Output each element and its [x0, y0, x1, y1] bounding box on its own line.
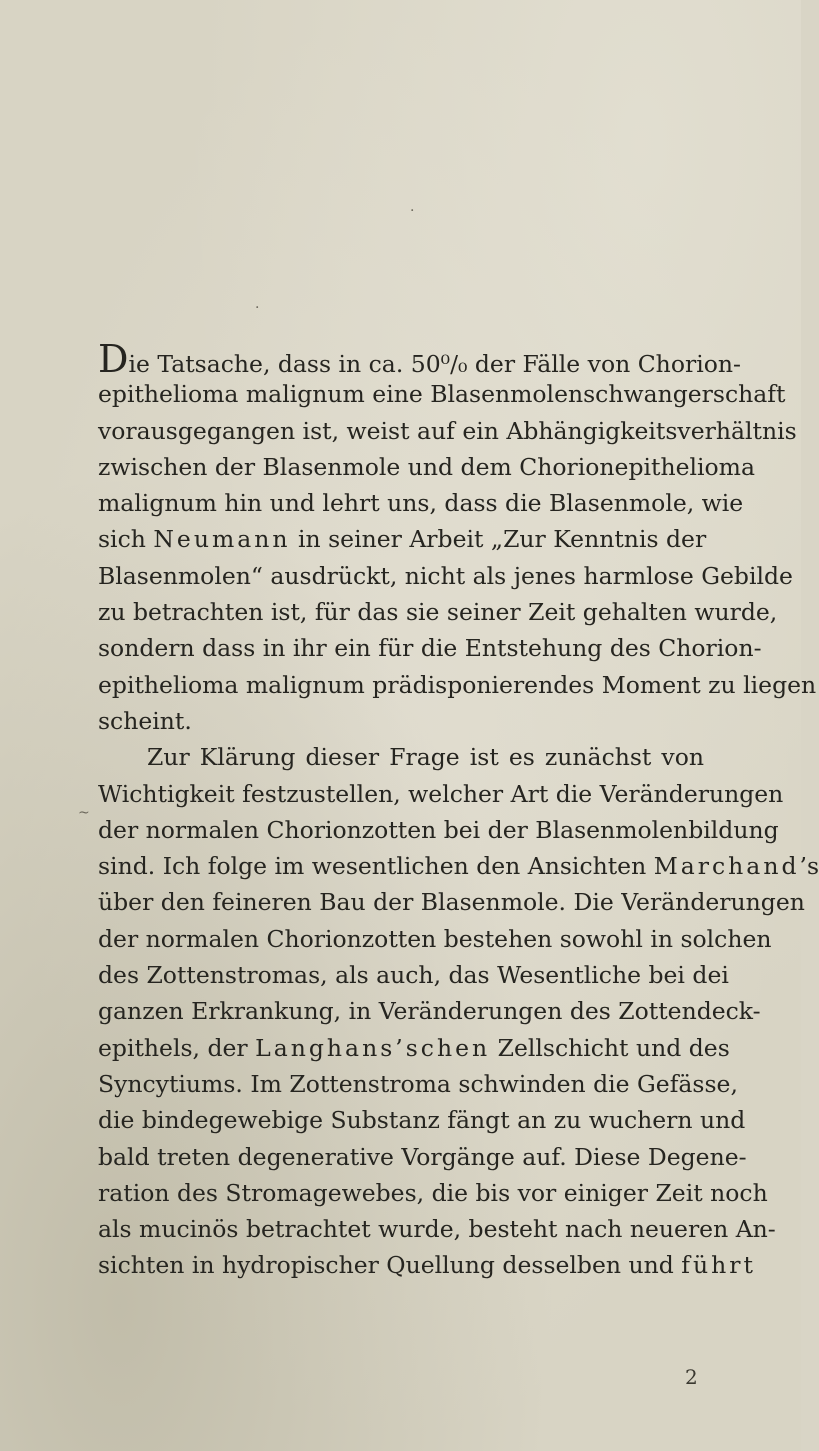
- text-line: die bindegewebige Substanz fängt an zu wuchern und: [98, 1106, 746, 1135]
- text-line: scheint.: [98, 706, 192, 735]
- paragraph-1: [98, 337, 817, 739]
- text-line: sind. Ich folge im wesentlichen den Ansichten Marchand’s: [98, 852, 819, 881]
- text-line: Die Tatsache, dass in ca. 50⁰/₀ der Fälle von Chorion-: [98, 337, 741, 381]
- text-line: Syncytiums. Im Zottenstroma schwinden die Gefässe,: [98, 1069, 738, 1098]
- text-line: als mucinös betrachtet wurde, besteht nach neueren An-: [98, 1215, 776, 1244]
- text-line: epithels, der Langhans’schen Zellschicht und des: [98, 1033, 730, 1062]
- text-line: der normalen Chorionzotten bestehen sowohl in solchen: [98, 924, 772, 953]
- text-line: der normalen Chorionzotten bei der Blasenmolenbildung: [98, 815, 779, 844]
- ink-speck-mark: ·: [255, 300, 260, 316]
- emphasized-word: führt: [681, 1251, 756, 1280]
- page-number: 2: [685, 1365, 698, 1389]
- text-line: epithelioma malignum eine Blasenmolenschwangerschaft: [98, 380, 786, 409]
- text-line: ganzen Erkrankung, in Veränderungen des Zottendeck-: [98, 997, 761, 1026]
- text-line: des Zottenstromas, als auch, das Wesentliche bei dei: [98, 961, 729, 990]
- text-line: sichten in hydropischer Quellung desselben und führt: [98, 1251, 756, 1280]
- margin-tilde-mark: ~: [78, 805, 90, 821]
- ink-speck-mark: ·: [410, 203, 415, 219]
- text-line: zwischen der Blasenmole und dem Chorionepithelioma: [98, 452, 755, 481]
- text-line: sondern dass in ihr ein für die Entstehung des Chorion-: [98, 634, 762, 663]
- paragraph-2: [98, 739, 819, 1283]
- text-line: ration des Stromagewebes, die bis vor einiger Zeit noch: [98, 1178, 768, 1207]
- author-name-marchand: Marchand: [653, 852, 800, 881]
- text-line: zu betrachten ist, für das sie seiner Zeit gehalten wurde,: [98, 598, 778, 627]
- body-text: [98, 337, 819, 1284]
- text-line: vorausgegangen ist, weist auf ein Abhängigkeitsverhältnis: [98, 416, 797, 445]
- text-line: bald treten degenerative Vorgänge auf. Diese Degene-: [98, 1142, 747, 1171]
- author-name-langhans: Langhans’schen: [255, 1033, 491, 1062]
- text-line: epithelioma malignum prädisponierendes Moment zu liegen: [98, 670, 817, 699]
- drop-cap: D: [98, 337, 129, 381]
- author-name-neumann: Neumann: [153, 525, 291, 554]
- text-line: Blasenmolen“ ausdrückt, nicht als jenes harmlose Gebilde: [98, 561, 793, 590]
- text-line: über den feineren Bau der Blasenmole. Die Veränderungen: [98, 888, 805, 917]
- text-line: Wichtigkeit festzustellen, welcher Art die Veränderungen: [98, 779, 784, 808]
- text-line: Zur Klärung dieser Frage ist es zunächst von: [147, 743, 704, 772]
- text-line: sich Neumann in seiner Arbeit „Zur Kenntnis der: [98, 525, 707, 554]
- text-line: malignum hin und lehrt uns, dass die Blasenmole, wie: [98, 489, 744, 518]
